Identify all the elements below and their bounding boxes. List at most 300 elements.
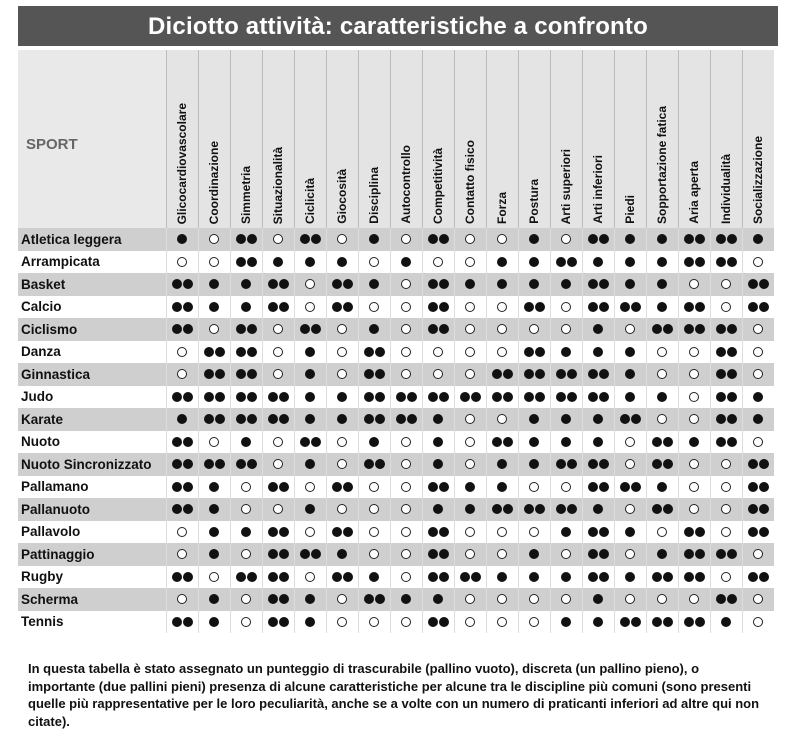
sport-name: Pallamano (18, 476, 166, 499)
empty-dot-icon (497, 549, 507, 559)
filled-dot-icon (407, 414, 417, 424)
score-cell (742, 611, 774, 634)
score-cell (742, 296, 774, 319)
score-cell (198, 363, 230, 386)
filled-dot-icon (305, 594, 315, 604)
filled-dot-icon (204, 459, 214, 469)
feature-label: Competitività (431, 147, 445, 224)
filled-dot-icon (535, 347, 545, 357)
score-cell (294, 588, 326, 611)
score-cell (230, 431, 262, 454)
score-cell (390, 498, 422, 521)
filled-dot-icon (268, 594, 278, 604)
filled-dot-icon (268, 549, 278, 559)
score-cell (198, 543, 230, 566)
feature-label: Situazionalità (271, 146, 285, 224)
score-cell (326, 566, 358, 589)
score-cell (486, 498, 518, 521)
score-cell (326, 588, 358, 611)
empty-dot-icon (529, 617, 539, 627)
score-cell (326, 296, 358, 319)
filled-dot-icon (748, 482, 758, 492)
empty-dot-icon (369, 482, 379, 492)
sport-name: Karate (18, 408, 166, 431)
score-cell (454, 318, 486, 341)
empty-dot-icon (369, 504, 379, 514)
filled-dot-icon (695, 527, 705, 537)
filled-dot-icon (492, 369, 502, 379)
score-cell (550, 341, 582, 364)
empty-dot-icon (465, 459, 475, 469)
filled-dot-icon (625, 257, 635, 267)
feature-label: Socializzazione (751, 135, 766, 224)
empty-dot-icon (753, 324, 763, 334)
score-cell (454, 273, 486, 296)
score-cell (166, 543, 198, 566)
empty-dot-icon (753, 594, 763, 604)
filled-dot-icon (439, 482, 449, 492)
empty-dot-icon (369, 617, 379, 627)
score-cell (326, 341, 358, 364)
score-cell (486, 273, 518, 296)
score-cell (326, 228, 358, 251)
score-cell (678, 363, 710, 386)
filled-dot-icon (588, 527, 598, 537)
empty-dot-icon (689, 594, 699, 604)
filled-dot-icon (439, 392, 449, 402)
empty-dot-icon (625, 549, 635, 559)
filled-dot-icon (524, 347, 534, 357)
filled-dot-icon (727, 414, 737, 424)
score-cell (422, 408, 454, 431)
score-cell (550, 521, 582, 544)
empty-dot-icon (689, 392, 699, 402)
sport-row (18, 296, 774, 319)
filled-dot-icon (727, 594, 737, 604)
sport-row (18, 431, 774, 454)
score-cell (454, 363, 486, 386)
filled-dot-icon (471, 392, 481, 402)
score-cell (518, 453, 550, 476)
sport-name: Tennis (18, 611, 166, 634)
filled-dot-icon (663, 617, 673, 627)
filled-dot-icon (748, 527, 758, 537)
filled-dot-icon (300, 437, 310, 447)
filled-dot-icon (567, 369, 577, 379)
empty-dot-icon (337, 504, 347, 514)
filled-dot-icon (529, 459, 539, 469)
score-cell (166, 476, 198, 499)
score-cell (518, 341, 550, 364)
filled-dot-icon (337, 257, 347, 267)
score-cell (614, 543, 646, 566)
score-cell (678, 408, 710, 431)
filled-dot-icon (748, 504, 758, 514)
filled-dot-icon (428, 392, 438, 402)
score-cell (518, 543, 550, 566)
filled-dot-icon (241, 527, 251, 537)
filled-dot-icon (588, 279, 598, 289)
filled-dot-icon (279, 549, 289, 559)
filled-dot-icon (657, 549, 667, 559)
score-cell (166, 611, 198, 634)
filled-dot-icon (599, 527, 609, 537)
score-cell (518, 611, 550, 634)
sport-name: Nuoto Sincronizzato (18, 453, 166, 476)
score-cell (454, 611, 486, 634)
filled-dot-icon (593, 347, 603, 357)
empty-dot-icon (753, 437, 763, 447)
filled-dot-icon (428, 302, 438, 312)
sport-row (18, 566, 774, 589)
empty-dot-icon (721, 527, 731, 537)
score-cell (614, 251, 646, 274)
filled-dot-icon (748, 279, 758, 289)
filled-dot-icon (620, 617, 630, 627)
filled-dot-icon (716, 347, 726, 357)
score-cell (742, 318, 774, 341)
score-cell (294, 431, 326, 454)
score-cell (518, 363, 550, 386)
filled-dot-icon (684, 324, 694, 334)
empty-dot-icon (241, 594, 251, 604)
filled-dot-icon (503, 504, 513, 514)
score-cell (614, 341, 646, 364)
score-cell (710, 521, 742, 544)
score-cell (678, 611, 710, 634)
filled-dot-icon (343, 527, 353, 537)
filled-dot-icon (759, 279, 769, 289)
score-cell (550, 318, 582, 341)
empty-dot-icon (401, 527, 411, 537)
score-cell (582, 228, 614, 251)
score-cell (198, 476, 230, 499)
filled-dot-icon (663, 324, 673, 334)
empty-dot-icon (625, 594, 635, 604)
score-cell (710, 408, 742, 431)
filled-dot-icon (695, 572, 705, 582)
score-cell (326, 498, 358, 521)
empty-dot-icon (465, 437, 475, 447)
score-cell (390, 273, 422, 296)
score-cell (166, 273, 198, 296)
score-cell (230, 251, 262, 274)
score-cell (550, 543, 582, 566)
score-cell (230, 498, 262, 521)
filled-dot-icon (369, 437, 379, 447)
filled-dot-icon (625, 392, 635, 402)
empty-dot-icon (433, 369, 443, 379)
score-cell (742, 476, 774, 499)
empty-dot-icon (657, 527, 667, 537)
score-cell (358, 543, 390, 566)
filled-dot-icon (247, 369, 257, 379)
filled-dot-icon (241, 437, 251, 447)
score-cell (262, 431, 294, 454)
filled-dot-icon (183, 459, 193, 469)
score-cell (454, 566, 486, 589)
score-cell (454, 498, 486, 521)
score-cell (422, 588, 454, 611)
empty-dot-icon (625, 459, 635, 469)
empty-dot-icon (689, 482, 699, 492)
empty-dot-icon (401, 617, 411, 627)
filled-dot-icon (727, 549, 737, 559)
empty-dot-icon (625, 437, 635, 447)
filled-dot-icon (241, 279, 251, 289)
score-cell (614, 228, 646, 251)
filled-dot-icon (652, 504, 662, 514)
filled-dot-icon (183, 302, 193, 312)
score-cell (262, 566, 294, 589)
filled-dot-icon (209, 527, 219, 537)
score-cell (550, 408, 582, 431)
score-cell (710, 341, 742, 364)
filled-dot-icon (567, 459, 577, 469)
filled-dot-icon (727, 347, 737, 357)
filled-dot-icon (268, 617, 278, 627)
empty-dot-icon (529, 527, 539, 537)
filled-dot-icon (215, 392, 225, 402)
score-cell (358, 251, 390, 274)
filled-dot-icon (471, 572, 481, 582)
filled-dot-icon (561, 279, 571, 289)
score-cell (294, 408, 326, 431)
score-cell (550, 251, 582, 274)
filled-dot-icon (172, 437, 182, 447)
filled-dot-icon (209, 594, 219, 604)
filled-dot-icon (204, 347, 214, 357)
empty-dot-icon (337, 459, 347, 469)
score-cell (198, 453, 230, 476)
filled-dot-icon (439, 234, 449, 244)
filled-dot-icon (332, 302, 342, 312)
feature-header (390, 50, 422, 228)
score-cell (230, 318, 262, 341)
score-cell (166, 386, 198, 409)
filled-dot-icon (369, 279, 379, 289)
score-cell (422, 251, 454, 274)
score-cell (614, 431, 646, 454)
score-cell (614, 611, 646, 634)
score-cell (582, 566, 614, 589)
score-cell (678, 273, 710, 296)
filled-dot-icon (727, 392, 737, 402)
score-cell (710, 543, 742, 566)
filled-dot-icon (183, 617, 193, 627)
score-cell (294, 566, 326, 589)
empty-dot-icon (401, 234, 411, 244)
empty-dot-icon (337, 369, 347, 379)
empty-dot-icon (497, 527, 507, 537)
score-cell (678, 588, 710, 611)
filled-dot-icon (663, 437, 673, 447)
filled-dot-icon (311, 324, 321, 334)
filled-dot-icon (593, 504, 603, 514)
score-cell (742, 408, 774, 431)
score-cell (294, 543, 326, 566)
filled-dot-icon (183, 279, 193, 289)
filled-dot-icon (529, 549, 539, 559)
score-cell (486, 611, 518, 634)
feature-header (422, 50, 454, 228)
filled-dot-icon (215, 459, 225, 469)
score-cell (262, 498, 294, 521)
score-cell (518, 476, 550, 499)
empty-dot-icon (689, 414, 699, 424)
empty-dot-icon (465, 324, 475, 334)
score-cell (646, 476, 678, 499)
score-cell (262, 611, 294, 634)
sport-column-header: SPORT (26, 136, 78, 153)
filled-dot-icon (535, 392, 545, 402)
score-cell (742, 588, 774, 611)
score-cell (422, 363, 454, 386)
filled-dot-icon (588, 549, 598, 559)
filled-dot-icon (535, 504, 545, 514)
score-cell (198, 588, 230, 611)
filled-dot-icon (332, 279, 342, 289)
filled-dot-icon (375, 347, 385, 357)
score-cell (262, 453, 294, 476)
filled-dot-icon (561, 572, 571, 582)
sport-name: Judo (18, 386, 166, 409)
filled-dot-icon (396, 392, 406, 402)
score-cell (294, 318, 326, 341)
filled-dot-icon (369, 324, 379, 334)
filled-dot-icon (209, 504, 219, 514)
filled-dot-icon (492, 392, 502, 402)
score-cell (198, 386, 230, 409)
feature-label: Disciplina (367, 167, 381, 224)
filled-dot-icon (588, 302, 598, 312)
feature-header (262, 50, 294, 228)
filled-dot-icon (268, 482, 278, 492)
score-cell (422, 611, 454, 634)
score-cell (230, 228, 262, 251)
score-cell (390, 318, 422, 341)
score-cell (422, 431, 454, 454)
score-cell (550, 498, 582, 521)
filled-dot-icon (684, 572, 694, 582)
filled-dot-icon (428, 549, 438, 559)
empty-dot-icon (689, 279, 699, 289)
filled-dot-icon (588, 572, 598, 582)
score-cell (326, 453, 358, 476)
score-cell (646, 408, 678, 431)
empty-dot-icon (497, 414, 507, 424)
filled-dot-icon (588, 392, 598, 402)
sport-rows (18, 228, 774, 633)
score-cell (390, 341, 422, 364)
filled-dot-icon (439, 549, 449, 559)
filled-dot-icon (529, 234, 539, 244)
score-cell (198, 566, 230, 589)
empty-dot-icon (337, 347, 347, 357)
filled-dot-icon (748, 459, 758, 469)
feature-label: Aria aperta (687, 161, 701, 224)
empty-dot-icon (561, 302, 571, 312)
feature-label: Ciclicità (303, 177, 317, 224)
empty-dot-icon (753, 617, 763, 627)
filled-dot-icon (684, 302, 694, 312)
score-cell (262, 251, 294, 274)
score-cell (486, 588, 518, 611)
score-cell (582, 318, 614, 341)
score-cell (326, 543, 358, 566)
filled-dot-icon (695, 257, 705, 267)
filled-dot-icon (529, 414, 539, 424)
score-cell (518, 273, 550, 296)
empty-dot-icon (433, 347, 443, 357)
filled-dot-icon (300, 549, 310, 559)
empty-dot-icon (721, 279, 731, 289)
filled-dot-icon (364, 369, 374, 379)
score-cell (646, 318, 678, 341)
filled-dot-icon (369, 572, 379, 582)
filled-dot-icon (433, 414, 443, 424)
filled-dot-icon (279, 617, 289, 627)
score-cell (198, 521, 230, 544)
score-cell (262, 543, 294, 566)
score-cell (678, 228, 710, 251)
empty-dot-icon (657, 594, 667, 604)
score-cell (646, 453, 678, 476)
sport-name: Basket (18, 273, 166, 296)
filled-dot-icon (236, 369, 246, 379)
score-cell (518, 588, 550, 611)
score-cell (582, 386, 614, 409)
filled-dot-icon (727, 257, 737, 267)
score-cell (582, 341, 614, 364)
score-cell (230, 273, 262, 296)
score-cell (262, 476, 294, 499)
score-cell (390, 386, 422, 409)
score-cell (294, 341, 326, 364)
score-cell (294, 498, 326, 521)
filled-dot-icon (631, 617, 641, 627)
empty-dot-icon (689, 459, 699, 469)
sport-name: Pattinaggio (18, 543, 166, 566)
filled-dot-icon (625, 234, 635, 244)
score-cell (646, 521, 678, 544)
score-cell (486, 228, 518, 251)
score-cell (710, 273, 742, 296)
filled-dot-icon (561, 414, 571, 424)
empty-dot-icon (369, 549, 379, 559)
filled-dot-icon (279, 572, 289, 582)
filled-dot-icon (561, 347, 571, 357)
filled-dot-icon (247, 347, 257, 357)
filled-dot-icon (657, 279, 667, 289)
score-cell (646, 273, 678, 296)
filled-dot-icon (439, 279, 449, 289)
score-cell (262, 386, 294, 409)
empty-dot-icon (625, 504, 635, 514)
score-cell (742, 431, 774, 454)
feature-label: Forza (495, 191, 509, 224)
sport-row (18, 228, 774, 251)
filled-dot-icon (375, 414, 385, 424)
filled-dot-icon (599, 459, 609, 469)
filled-dot-icon (241, 302, 251, 312)
filled-dot-icon (204, 392, 214, 402)
empty-dot-icon (465, 527, 475, 537)
score-cell (550, 611, 582, 634)
sport-row (18, 476, 774, 499)
empty-dot-icon (273, 437, 283, 447)
empty-dot-icon (177, 347, 187, 357)
